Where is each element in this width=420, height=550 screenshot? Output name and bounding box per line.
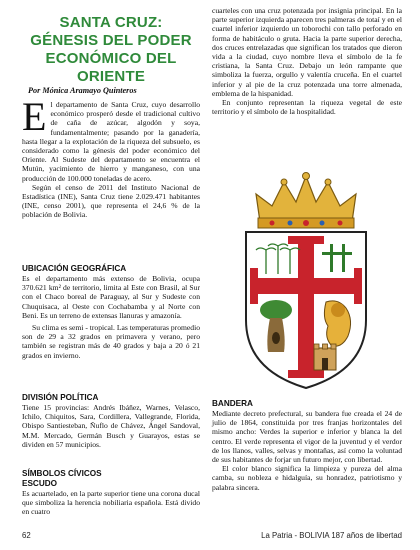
coat-of-arms-subheading: ESCUDO bbox=[22, 479, 58, 488]
coat-of-arms-image bbox=[238, 170, 374, 392]
title-line-2: GÉNESIS DEL PODER bbox=[30, 32, 192, 49]
magazine-name: La Patria - BOLIVIA 187 años de libertad bbox=[261, 531, 402, 540]
flag-section bbox=[212, 399, 402, 492]
location-heading: UBICACIÓN GEOGRÁFICA bbox=[22, 264, 127, 273]
census-paragraph: Según el censo de 2011 del Instituto Nacional de Estadística (INE), Santa Cruz tiene 2.029.471 habitantes (INE, censo 2001), que representa el 24,6 % de la población de Bolivia. bbox=[22, 182, 200, 220]
article-title bbox=[22, 14, 200, 86]
white-color-paragraph: El color blanco significa la limpieza y pureza del alma camba, su nobleza e hidalguía, su honradez, patriotismo y palabra sincera. bbox=[212, 464, 402, 492]
shield-icon bbox=[238, 170, 374, 392]
crown-icon bbox=[256, 173, 356, 229]
location-section bbox=[22, 264, 200, 360]
division-heading: DIVISIÓN POLÍTICA bbox=[22, 393, 99, 402]
coat-of-arms-paragraph: Es acuartelado, en la parte superior tiene una corona ducal que simboliza la herencia nobiliaria española. Está divido en cuatro bbox=[22, 489, 200, 517]
climate-paragraph: Su clima es semi - tropical. Las temperaturas promedio son de 29 a 32 grados en primavera y verano, pero también se registran más de 40 grados y baja a 20 ó 21 grados en invierno. bbox=[22, 323, 200, 360]
division-paragraph: Tiene 15 provincias: Andrés Ibáñez, Warnes, Velasco, Ichilo, Chiquitos, Sara, Cordillera, Vallegrande, Florida, Obispo Santiesteban, Ñuflo de Chávez, Ángel Sandoval, M.M. Mercado, Germán Busch y Guarayos, estas se dividen en 57 municipios. bbox=[22, 403, 200, 449]
coat-of-arms-summary: En conjunto representan la riqueza vegetal de este territorio y el símbolo de la hospitalidad. bbox=[212, 98, 402, 117]
division-section bbox=[22, 393, 200, 449]
intro-section bbox=[22, 94, 200, 220]
coat-of-arms-description bbox=[212, 6, 402, 116]
symbols-heading: SÍMBOLOS CÍVICOS bbox=[22, 469, 102, 478]
title-line-3: ECONÓMICO DEL ORIENTE bbox=[45, 50, 177, 85]
intro-paragraph bbox=[22, 94, 200, 183]
intro-paragraph-text: l departamento de Santa Cruz, cuyo desarrollo económico prosperó desde el tradicional cultivo de caña de azúcar, algodón y soya, fundamentalmente; pasando por la ganadería, hasta llegar a la explotación de la riqueza del subsuelo, es considerado como la génesis del poder económico del Oriente. Al Sudeste del departamento se encuentra el Mutún, yacimiento de hierro y manganeso, con una producción de 100.000 toneladas de acero. bbox=[22, 100, 200, 183]
title-line-1: SANTA CRUZ: bbox=[59, 14, 163, 31]
coat-of-arms-continued: cuarteles con una cruz potenzada por insignia principal. En la parte superior izquierda aparecen tres palmeras de totaí y en el cuartel inferior izquierdo un toborochi con tallo perforado en forma de habitáculo o gruta. Hacia la parte superior derecha, dos cruces entrelazadas que significan los tratados que dieron vida a la ciudad, cuyo nombre lleva el símbolo de la fe cristiana, la Santa Cruz. Debajo un león rampante que simboliza la fuerza, orgullo y valentía cruceña. En el cuartel inferior y al pie de la cruz potenzada una torre almenada, emblema de la hispanidad. bbox=[212, 6, 402, 98]
tower-icon bbox=[314, 344, 336, 370]
flag-paragraph: Mediante decreto prefectural, su bandera fue creada el 24 de julio de 1864, constituida por tres franjas horizontales del mismo ancho: Verdes la superior e inferior y blanca la del centro. El verde representa el vigor de la juventud y el verdor de los llanos, valles, selvas y montañas, así como la voluntad de sus habitantes de forjar un futuro mejor, con libertad. bbox=[212, 409, 402, 465]
drop-cap: E bbox=[22, 94, 47, 139]
author-byline: Por Mónica Aramayo Quinteros bbox=[28, 86, 137, 95]
location-paragraph: Es el departamento más extenso de Bolivia, ocupa 370.621 km² de territorio, limita al Este con Brasil, al Sur con el Chaco boreal de Paraguay, al Sur y Sudeste con Chuquisaca, al Oeste con Cochabamba y al Norte con Beni. Es un terreno de extensas llanuras y amazonía. bbox=[22, 274, 200, 320]
symbols-section bbox=[22, 469, 200, 517]
flag-heading: BANDERA bbox=[212, 399, 253, 408]
page-footer bbox=[22, 531, 402, 543]
page-number: 62 bbox=[22, 531, 31, 540]
